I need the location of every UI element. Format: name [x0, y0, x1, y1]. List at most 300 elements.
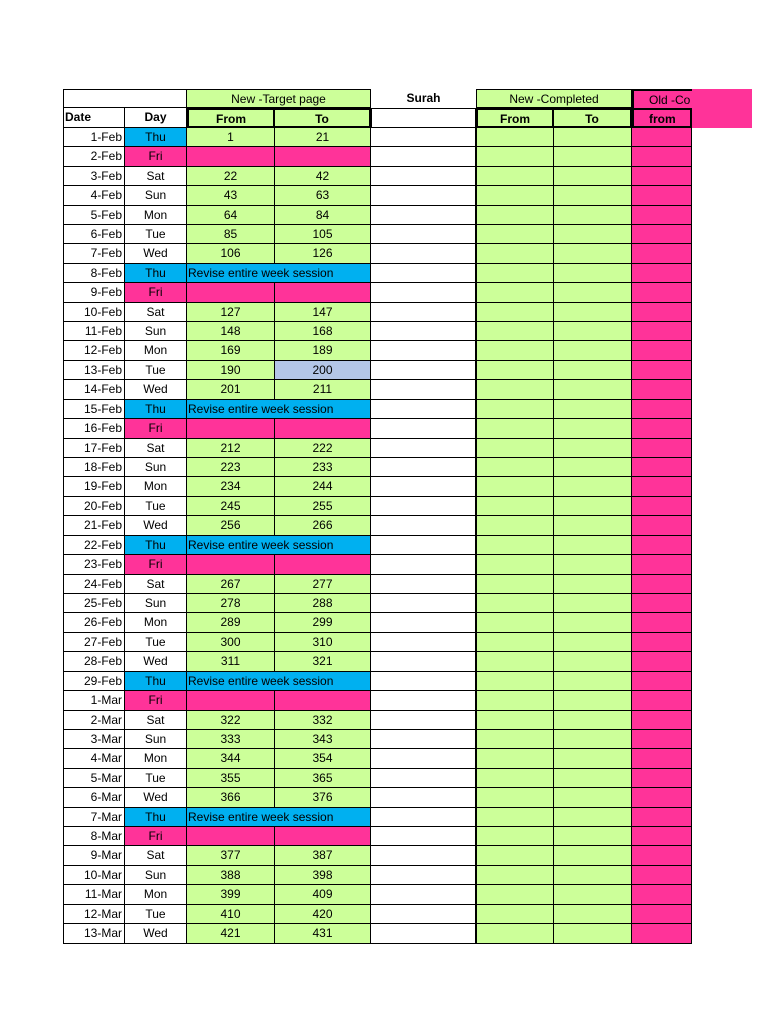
from-cell[interactable] [187, 691, 275, 710]
completed-from-cell[interactable] [476, 594, 554, 613]
day-cell[interactable]: Wed [125, 652, 187, 671]
revise-cell[interactable]: Revise entire week session [187, 400, 371, 419]
completed-to-cell[interactable] [554, 788, 632, 807]
completed-from-cell[interactable] [476, 536, 554, 555]
surah-cell[interactable] [371, 924, 476, 943]
completed-from-cell[interactable] [476, 555, 554, 574]
surah-cell[interactable] [371, 303, 476, 322]
day-cell[interactable]: Sat [125, 439, 187, 458]
old-from-cell[interactable] [632, 536, 692, 555]
date-cell[interactable]: 1-Feb [63, 128, 125, 147]
old-from-cell[interactable] [632, 924, 692, 943]
day-cell[interactable]: Mon [125, 885, 187, 904]
old-from-cell[interactable] [632, 633, 692, 652]
day-cell[interactable]: Wed [125, 244, 187, 263]
old-from-cell[interactable] [632, 885, 692, 904]
surah-cell[interactable] [371, 400, 476, 419]
old-from-cell[interactable] [632, 264, 692, 283]
to-cell[interactable] [275, 555, 371, 574]
from-cell[interactable]: 148 [187, 322, 275, 341]
day-cell[interactable]: Thu [125, 400, 187, 419]
date-cell[interactable]: 4-Feb [63, 186, 125, 205]
from-cell[interactable]: 85 [187, 225, 275, 244]
date-cell[interactable]: 11-Feb [63, 322, 125, 341]
to-cell[interactable]: 233 [275, 458, 371, 477]
to-cell[interactable]: 42 [275, 167, 371, 186]
day-cell[interactable]: Thu [125, 536, 187, 555]
day-cell[interactable]: Sun [125, 594, 187, 613]
completed-from-cell[interactable] [476, 516, 554, 535]
from-cell[interactable]: 388 [187, 866, 275, 885]
new-completed-header[interactable]: New -Completed [476, 89, 632, 108]
from-header[interactable]: From [187, 108, 275, 127]
old-from-cell[interactable] [632, 594, 692, 613]
from-cell[interactable]: 43 [187, 186, 275, 205]
completed-from-cell[interactable] [476, 147, 554, 166]
from-cell[interactable]: 410 [187, 905, 275, 924]
day-cell[interactable]: Mon [125, 341, 187, 360]
day-cell[interactable]: Fri [125, 691, 187, 710]
date-cell[interactable]: 2-Feb [63, 147, 125, 166]
to-cell[interactable]: 354 [275, 749, 371, 768]
date-cell[interactable]: 19-Feb [63, 477, 125, 496]
date-cell[interactable]: 7-Feb [63, 244, 125, 263]
completed-to-cell[interactable] [554, 905, 632, 924]
surah-cell[interactable] [371, 749, 476, 768]
old-from-cell[interactable] [632, 167, 692, 186]
completed-from-cell[interactable] [476, 846, 554, 865]
from-cell[interactable]: 355 [187, 769, 275, 788]
old-from-cell[interactable] [632, 808, 692, 827]
completed-to-cell[interactable] [554, 516, 632, 535]
from-cell[interactable]: 344 [187, 749, 275, 768]
to-cell[interactable]: 409 [275, 885, 371, 904]
to-cell[interactable] [275, 691, 371, 710]
date-cell[interactable]: 5-Feb [63, 206, 125, 225]
day-cell[interactable]: Wed [125, 924, 187, 943]
completed-from-cell[interactable] [476, 128, 554, 147]
to-cell[interactable]: 321 [275, 652, 371, 671]
completed-to-cell[interactable] [554, 924, 632, 943]
day-cell[interactable]: Sat [125, 167, 187, 186]
to-cell[interactable]: 168 [275, 322, 371, 341]
revise-cell[interactable]: Revise entire week session [187, 536, 371, 555]
completed-to-cell[interactable] [554, 846, 632, 865]
date-cell[interactable]: 11-Mar [63, 885, 125, 904]
old-from-cell[interactable] [632, 225, 692, 244]
surah-cell[interactable] [371, 477, 476, 496]
from-cell[interactable] [187, 419, 275, 438]
completed-to-cell[interactable] [554, 322, 632, 341]
surah-cell[interactable] [371, 555, 476, 574]
to-cell[interactable]: 431 [275, 924, 371, 943]
date-cell[interactable]: 29-Feb [63, 672, 125, 691]
old-from-cell[interactable] [632, 400, 692, 419]
completed-from-cell[interactable] [476, 827, 554, 846]
revise-cell[interactable]: Revise entire week session [187, 264, 371, 283]
completed-from-cell[interactable] [476, 672, 554, 691]
completed-to-cell[interactable] [554, 633, 632, 652]
day-cell[interactable]: Tue [125, 497, 187, 516]
day-cell[interactable]: Tue [125, 905, 187, 924]
completed-from-cell[interactable] [476, 419, 554, 438]
old-from-cell[interactable] [632, 749, 692, 768]
to-cell[interactable]: 387 [275, 846, 371, 865]
date-cell[interactable]: 14-Feb [63, 380, 125, 399]
day-cell[interactable]: Sat [125, 846, 187, 865]
day-cell[interactable]: Thu [125, 264, 187, 283]
surah-cell[interactable] [371, 186, 476, 205]
from-cell[interactable]: 377 [187, 846, 275, 865]
to-cell[interactable]: 343 [275, 730, 371, 749]
surah-cell[interactable] [371, 439, 476, 458]
completed-to-cell[interactable] [554, 186, 632, 205]
day-cell[interactable]: Fri [125, 419, 187, 438]
surah-cell[interactable] [371, 497, 476, 516]
completed-to-cell[interactable] [554, 380, 632, 399]
completed-to-cell[interactable] [554, 672, 632, 691]
date-cell[interactable]: 18-Feb [63, 458, 125, 477]
from-cell[interactable]: 256 [187, 516, 275, 535]
old-from-cell[interactable] [632, 788, 692, 807]
surah-cell[interactable] [371, 711, 476, 730]
old-from-cell[interactable] [632, 147, 692, 166]
day-cell[interactable]: Fri [125, 827, 187, 846]
old-from-cell[interactable] [632, 341, 692, 360]
completed-from-cell[interactable] [476, 575, 554, 594]
to-cell[interactable]: 255 [275, 497, 371, 516]
completed-from-cell[interactable] [476, 691, 554, 710]
date-cell[interactable]: 20-Feb [63, 497, 125, 516]
day-header[interactable]: Day [125, 108, 187, 127]
old-from-cell[interactable] [632, 458, 692, 477]
completed-to-cell[interactable] [554, 225, 632, 244]
old-from-cell[interactable] [632, 516, 692, 535]
old-from-cell[interactable] [632, 827, 692, 846]
completed-to-cell[interactable] [554, 652, 632, 671]
date-cell[interactable]: 13-Mar [63, 924, 125, 943]
surah-cell[interactable] [371, 808, 476, 827]
date-cell[interactable]: 7-Mar [63, 808, 125, 827]
from-cell[interactable]: 212 [187, 439, 275, 458]
from-cell[interactable]: 311 [187, 652, 275, 671]
completed-from-cell[interactable] [476, 866, 554, 885]
to-cell[interactable] [275, 827, 371, 846]
completed-to-cell[interactable] [554, 749, 632, 768]
completed-to-cell[interactable] [554, 808, 632, 827]
completed-to-cell[interactable] [554, 594, 632, 613]
from-cell[interactable]: 322 [187, 711, 275, 730]
to-cell[interactable]: 211 [275, 380, 371, 399]
completed-to-cell[interactable] [554, 536, 632, 555]
completed-to-cell[interactable] [554, 866, 632, 885]
from-cell[interactable] [187, 283, 275, 302]
date-cell[interactable]: 16-Feb [63, 419, 125, 438]
date-cell[interactable]: 28-Feb [63, 652, 125, 671]
day-cell[interactable]: Thu [125, 128, 187, 147]
completed-from-cell[interactable] [476, 167, 554, 186]
old-from-cell[interactable] [632, 846, 692, 865]
to-cell[interactable]: 288 [275, 594, 371, 613]
completed-from-cell[interactable] [476, 458, 554, 477]
day-cell[interactable]: Sun [125, 186, 187, 205]
old-from-cell[interactable] [632, 497, 692, 516]
completed-to-header[interactable]: To [554, 108, 632, 127]
surah-cell[interactable] [371, 322, 476, 341]
date-cell[interactable]: 8-Feb [63, 264, 125, 283]
date-header[interactable]: Date [63, 108, 125, 127]
completed-from-cell[interactable] [476, 788, 554, 807]
completed-to-cell[interactable] [554, 341, 632, 360]
completed-to-cell[interactable] [554, 128, 632, 147]
old-from-cell[interactable] [632, 691, 692, 710]
completed-from-cell[interactable] [476, 400, 554, 419]
date-cell[interactable]: 24-Feb [63, 575, 125, 594]
old-from-cell[interactable] [632, 206, 692, 225]
date-cell[interactable]: 17-Feb [63, 439, 125, 458]
date-cell[interactable]: 2-Mar [63, 711, 125, 730]
from-cell[interactable]: 245 [187, 497, 275, 516]
to-cell[interactable]: 21 [275, 128, 371, 147]
old-from-cell[interactable] [632, 244, 692, 263]
day-cell[interactable]: Sat [125, 575, 187, 594]
surah-cell[interactable] [371, 885, 476, 904]
day-cell[interactable]: Thu [125, 808, 187, 827]
surah-cell[interactable] [371, 788, 476, 807]
to-cell[interactable] [275, 419, 371, 438]
day-cell[interactable]: Tue [125, 633, 187, 652]
completed-to-cell[interactable] [554, 147, 632, 166]
date-cell[interactable]: 21-Feb [63, 516, 125, 535]
to-cell[interactable]: 84 [275, 206, 371, 225]
completed-from-cell[interactable] [476, 186, 554, 205]
completed-to-cell[interactable] [554, 439, 632, 458]
completed-to-cell[interactable] [554, 458, 632, 477]
date-cell[interactable]: 13-Feb [63, 361, 125, 380]
date-cell[interactable]: 4-Mar [63, 749, 125, 768]
completed-from-cell[interactable] [476, 924, 554, 943]
day-cell[interactable]: Mon [125, 477, 187, 496]
surah-cell[interactable] [371, 147, 476, 166]
surah-cell[interactable] [371, 380, 476, 399]
day-cell[interactable]: Mon [125, 206, 187, 225]
date-cell[interactable]: 6-Feb [63, 225, 125, 244]
old-from-cell[interactable] [632, 303, 692, 322]
old-from-cell[interactable] [632, 380, 692, 399]
day-cell[interactable]: Sun [125, 458, 187, 477]
completed-from-cell[interactable] [476, 244, 554, 263]
from-cell[interactable]: 22 [187, 167, 275, 186]
surah-cell[interactable] [371, 283, 476, 302]
old-from-cell[interactable] [632, 419, 692, 438]
date-cell[interactable]: 1-Mar [63, 691, 125, 710]
date-cell[interactable]: 27-Feb [63, 633, 125, 652]
day-cell[interactable]: Sun [125, 322, 187, 341]
date-cell[interactable]: 6-Mar [63, 788, 125, 807]
to-cell[interactable]: 266 [275, 516, 371, 535]
day-cell[interactable]: Thu [125, 672, 187, 691]
old-from-header[interactable]: from [632, 108, 692, 127]
day-cell[interactable]: Tue [125, 769, 187, 788]
surah-cell[interactable] [371, 419, 476, 438]
revise-cell[interactable]: Revise entire week session [187, 672, 371, 691]
old-from-cell[interactable] [632, 186, 692, 205]
surah-cell[interactable] [371, 536, 476, 555]
completed-from-cell[interactable] [476, 633, 554, 652]
surah-cell[interactable] [371, 905, 476, 924]
surah-cell[interactable] [371, 827, 476, 846]
completed-from-cell[interactable] [476, 749, 554, 768]
day-cell[interactable]: Wed [125, 516, 187, 535]
surah-cell[interactable] [371, 128, 476, 147]
completed-from-cell[interactable] [476, 905, 554, 924]
completed-from-cell[interactable] [476, 652, 554, 671]
day-cell[interactable]: Sun [125, 866, 187, 885]
day-cell[interactable]: Tue [125, 225, 187, 244]
old-from-cell[interactable] [632, 866, 692, 885]
date-cell[interactable]: 9-Feb [63, 283, 125, 302]
surah-cell[interactable] [371, 672, 476, 691]
completed-from-cell[interactable] [476, 885, 554, 904]
surah-cell[interactable] [371, 652, 476, 671]
completed-from-cell[interactable] [476, 225, 554, 244]
date-cell[interactable]: 3-Mar [63, 730, 125, 749]
to-cell[interactable]: 332 [275, 711, 371, 730]
to-cell[interactable]: 376 [275, 788, 371, 807]
to-cell[interactable]: 222 [275, 439, 371, 458]
completed-to-cell[interactable] [554, 711, 632, 730]
old-from-cell[interactable] [632, 613, 692, 632]
date-cell[interactable]: 5-Mar [63, 769, 125, 788]
to-cell[interactable]: 105 [275, 225, 371, 244]
completed-to-cell[interactable] [554, 730, 632, 749]
completed-to-cell[interactable] [554, 497, 632, 516]
day-cell[interactable]: Wed [125, 380, 187, 399]
completed-from-cell[interactable] [476, 283, 554, 302]
completed-to-cell[interactable] [554, 613, 632, 632]
completed-from-cell[interactable] [476, 206, 554, 225]
surah-cell[interactable] [371, 341, 476, 360]
completed-to-cell[interactable] [554, 477, 632, 496]
from-cell[interactable]: 190 [187, 361, 275, 380]
old-from-cell[interactable] [632, 575, 692, 594]
surah-cell[interactable] [371, 206, 476, 225]
from-cell[interactable]: 223 [187, 458, 275, 477]
surah-cell[interactable] [371, 516, 476, 535]
to-cell[interactable] [275, 283, 371, 302]
from-cell[interactable]: 421 [187, 924, 275, 943]
from-cell[interactable] [187, 147, 275, 166]
surah-cell[interactable] [371, 730, 476, 749]
day-cell[interactable]: Mon [125, 749, 187, 768]
new-target-header[interactable]: New -Target page [187, 89, 371, 108]
date-cell[interactable]: 23-Feb [63, 555, 125, 574]
completed-to-cell[interactable] [554, 167, 632, 186]
date-cell[interactable]: 26-Feb [63, 613, 125, 632]
completed-to-cell[interactable] [554, 555, 632, 574]
surah-cell[interactable] [371, 575, 476, 594]
completed-from-cell[interactable] [476, 303, 554, 322]
to-cell[interactable] [275, 147, 371, 166]
from-cell[interactable]: 106 [187, 244, 275, 263]
to-cell[interactable]: 189 [275, 341, 371, 360]
completed-from-cell[interactable] [476, 613, 554, 632]
completed-from-cell[interactable] [476, 477, 554, 496]
old-from-cell[interactable] [632, 905, 692, 924]
surah-cell[interactable] [371, 167, 476, 186]
surah-header-blank[interactable] [371, 108, 476, 127]
surah-cell[interactable] [371, 225, 476, 244]
date-cell[interactable]: 15-Feb [63, 400, 125, 419]
day-cell[interactable]: Fri [125, 147, 187, 166]
completed-to-cell[interactable] [554, 419, 632, 438]
from-cell[interactable]: 289 [187, 613, 275, 632]
completed-to-cell[interactable] [554, 691, 632, 710]
date-cell[interactable]: 9-Mar [63, 846, 125, 865]
completed-to-cell[interactable] [554, 769, 632, 788]
surah-header[interactable]: Surah [406, 91, 441, 105]
day-cell[interactable]: Fri [125, 283, 187, 302]
completed-to-cell[interactable] [554, 575, 632, 594]
date-cell[interactable]: 8-Mar [63, 827, 125, 846]
date-cell[interactable]: 22-Feb [63, 536, 125, 555]
to-cell[interactable]: 200 [275, 361, 371, 380]
day-cell[interactable]: Sat [125, 303, 187, 322]
day-cell[interactable]: Wed [125, 788, 187, 807]
day-cell[interactable]: Mon [125, 613, 187, 632]
old-from-cell[interactable] [632, 477, 692, 496]
date-cell[interactable]: 3-Feb [63, 167, 125, 186]
surah-cell[interactable] [371, 633, 476, 652]
completed-to-cell[interactable] [554, 400, 632, 419]
surah-cell[interactable] [371, 264, 476, 283]
completed-from-cell[interactable] [476, 322, 554, 341]
completed-to-cell[interactable] [554, 264, 632, 283]
day-cell[interactable]: Sat [125, 711, 187, 730]
completed-to-cell[interactable] [554, 206, 632, 225]
to-cell[interactable]: 299 [275, 613, 371, 632]
date-cell[interactable]: 10-Mar [63, 866, 125, 885]
completed-to-cell[interactable] [554, 885, 632, 904]
date-cell[interactable]: 12-Feb [63, 341, 125, 360]
surah-cell[interactable] [371, 244, 476, 263]
completed-from-cell[interactable] [476, 380, 554, 399]
completed-from-cell[interactable] [476, 341, 554, 360]
surah-cell[interactable] [371, 769, 476, 788]
from-cell[interactable]: 399 [187, 885, 275, 904]
date-cell[interactable]: 25-Feb [63, 594, 125, 613]
completed-from-cell[interactable] [476, 439, 554, 458]
day-cell[interactable]: Tue [125, 361, 187, 380]
completed-from-cell[interactable] [476, 730, 554, 749]
from-cell[interactable] [187, 555, 275, 574]
from-cell[interactable]: 127 [187, 303, 275, 322]
to-cell[interactable]: 63 [275, 186, 371, 205]
completed-to-cell[interactable] [554, 361, 632, 380]
completed-from-cell[interactable] [476, 361, 554, 380]
to-cell[interactable]: 277 [275, 575, 371, 594]
to-cell[interactable]: 310 [275, 633, 371, 652]
old-completed-header[interactable]: Old -Co [632, 89, 692, 108]
to-cell[interactable]: 147 [275, 303, 371, 322]
surah-cell[interactable] [371, 361, 476, 380]
completed-from-cell[interactable] [476, 264, 554, 283]
from-cell[interactable]: 64 [187, 206, 275, 225]
to-cell[interactable]: 365 [275, 769, 371, 788]
from-cell[interactable]: 201 [187, 380, 275, 399]
surah-cell[interactable] [371, 846, 476, 865]
date-cell[interactable]: 12-Mar [63, 905, 125, 924]
